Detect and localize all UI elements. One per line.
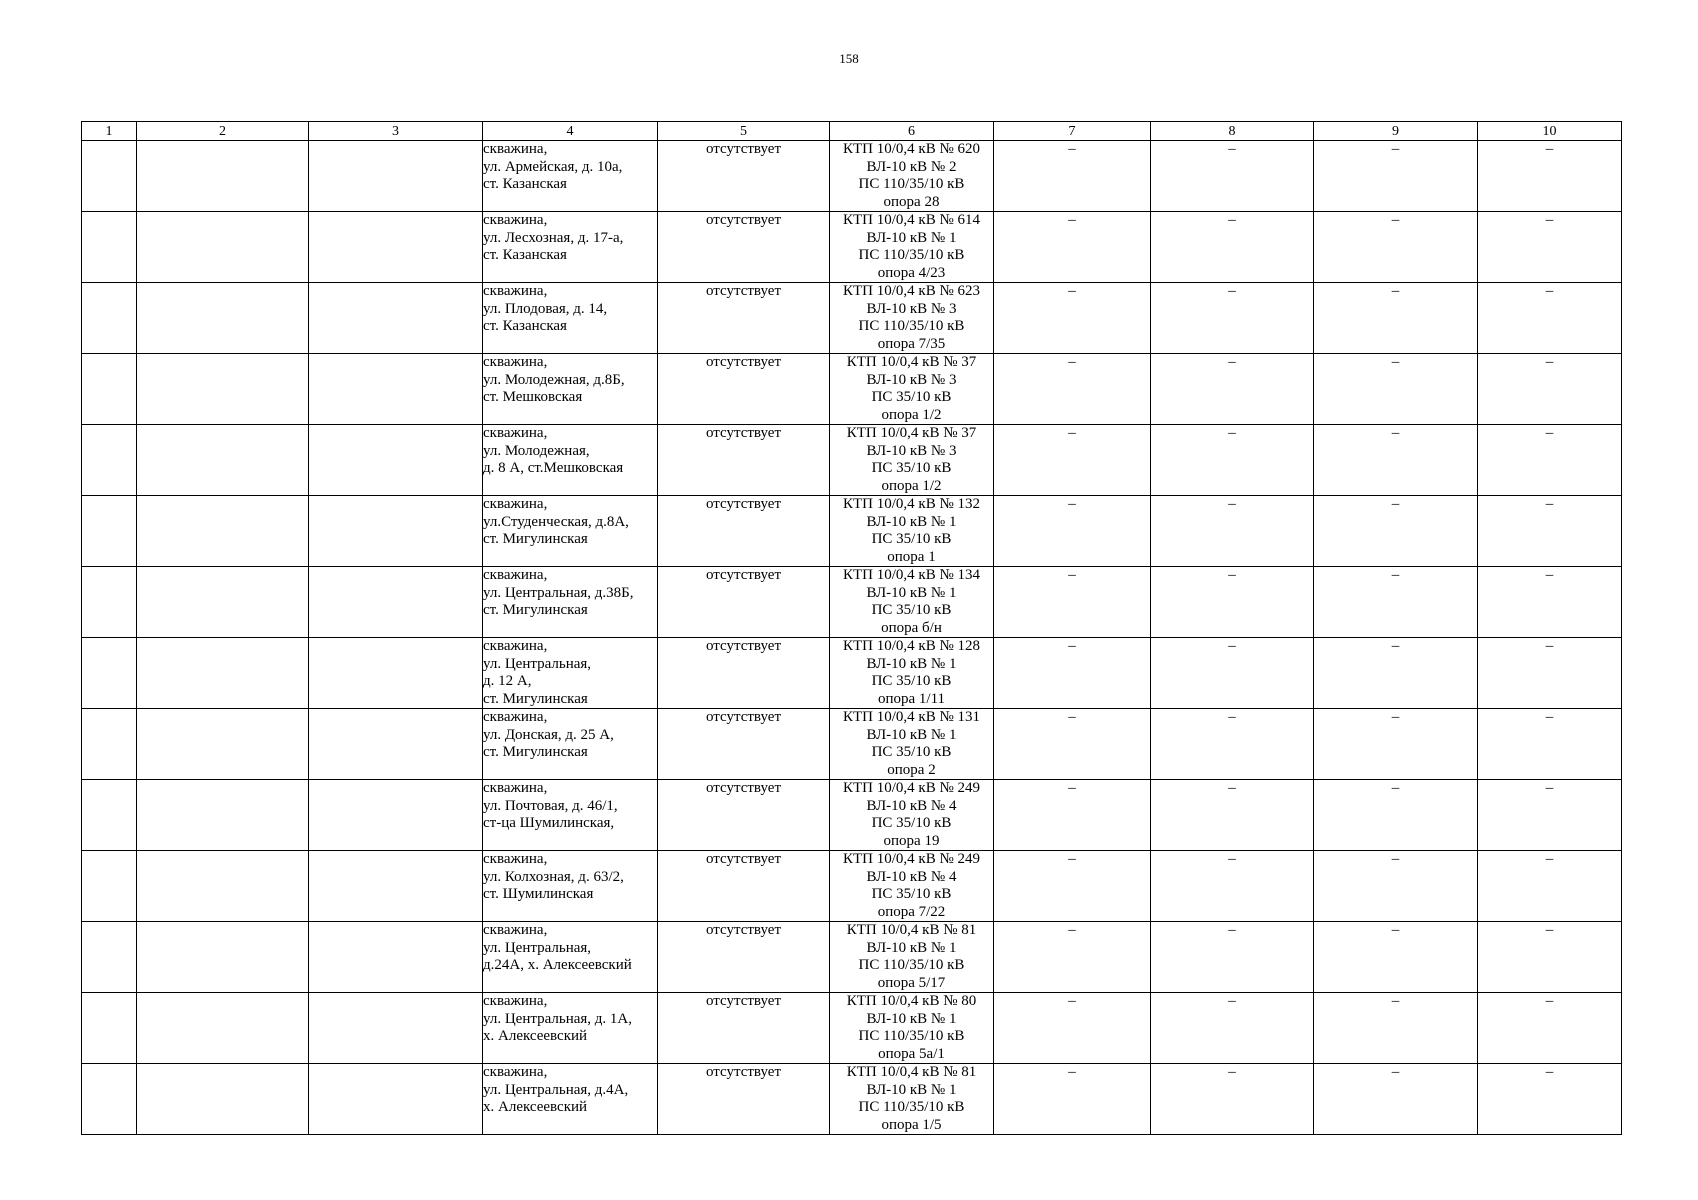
row-number-cell xyxy=(82,212,137,283)
status-cell: отсутствует xyxy=(658,638,830,709)
column-2-cell xyxy=(137,993,309,1064)
status-cell: отсутствует xyxy=(658,212,830,283)
power-supply-cell: КТП 10/0,4 кВ № 128 ВЛ-10 кВ № 1 ПС 35/10 кВ опора 1/11 xyxy=(830,638,994,709)
column-3-cell xyxy=(309,567,483,638)
address-cell: скважина, ул. Армейская, д. 10а, ст. Казанская xyxy=(483,141,658,212)
column-header: 9 xyxy=(1314,122,1478,141)
column-7-cell: – xyxy=(994,638,1151,709)
column-10-cell: – xyxy=(1478,1064,1622,1135)
row-number-cell xyxy=(82,780,137,851)
column-9-cell: – xyxy=(1314,993,1478,1064)
column-7-cell: – xyxy=(994,709,1151,780)
status-cell: отсутствует xyxy=(658,567,830,638)
table-row xyxy=(82,212,1622,283)
column-9-cell: – xyxy=(1314,425,1478,496)
address-cell: скважина, ул. Донская, д. 25 А, ст. Мигулинская xyxy=(483,709,658,780)
address-cell: скважина, ул. Молодежная, д. 8 А, ст.Мешковская xyxy=(483,425,658,496)
status-cell: отсутствует xyxy=(658,425,830,496)
table-row xyxy=(82,780,1622,851)
column-3-cell xyxy=(309,851,483,922)
row-number-cell xyxy=(82,993,137,1064)
column-8-cell: – xyxy=(1151,993,1314,1064)
column-2-cell xyxy=(137,496,309,567)
status-cell: отсутствует xyxy=(658,780,830,851)
column-3-cell xyxy=(309,283,483,354)
column-3-cell xyxy=(309,709,483,780)
column-7-cell: – xyxy=(994,851,1151,922)
table-row xyxy=(82,709,1622,780)
table-row xyxy=(82,638,1622,709)
power-supply-cell: КТП 10/0,4 кВ № 249 ВЛ-10 кВ № 4 ПС 35/10 кВ опора 7/22 xyxy=(830,851,994,922)
power-supply-cell: КТП 10/0,4 кВ № 623 ВЛ-10 кВ № 3 ПС 110/35/10 кВ опора 7/35 xyxy=(830,283,994,354)
column-7-cell: – xyxy=(994,567,1151,638)
power-supply-cell: КТП 10/0,4 кВ № 81 ВЛ-10 кВ № 1 ПС 110/35/10 кВ опора 5/17 xyxy=(830,922,994,993)
column-9-cell: – xyxy=(1314,1064,1478,1135)
column-8-cell: – xyxy=(1151,709,1314,780)
address-cell: скважина, ул. Лесхозная, д. 17-а, ст. Казанская xyxy=(483,212,658,283)
column-3-cell xyxy=(309,1064,483,1135)
column-2-cell xyxy=(137,283,309,354)
status-cell: отсутствует xyxy=(658,283,830,354)
column-3-cell xyxy=(309,780,483,851)
column-2-cell xyxy=(137,709,309,780)
page-number: 158 xyxy=(839,51,859,66)
column-header: 2 xyxy=(137,122,309,141)
column-10-cell: – xyxy=(1478,567,1622,638)
column-header: 5 xyxy=(658,122,830,141)
column-10-cell: – xyxy=(1478,496,1622,567)
power-supply-cell: КТП 10/0,4 кВ № 134 ВЛ-10 кВ № 1 ПС 35/10 кВ опора б/н xyxy=(830,567,994,638)
column-7-cell: – xyxy=(994,496,1151,567)
infrastructure-table xyxy=(81,121,1622,1135)
column-header: 7 xyxy=(994,122,1151,141)
column-9-cell: – xyxy=(1314,567,1478,638)
column-2-cell xyxy=(137,212,309,283)
column-10-cell: – xyxy=(1478,425,1622,496)
table-row xyxy=(82,354,1622,425)
column-3-cell xyxy=(309,496,483,567)
column-2-cell xyxy=(137,1064,309,1135)
power-supply-cell: КТП 10/0,4 кВ № 620 ВЛ-10 кВ № 2 ПС 110/35/10 кВ опора 28 xyxy=(830,141,994,212)
column-2-cell xyxy=(137,425,309,496)
column-10-cell: – xyxy=(1478,354,1622,425)
column-8-cell: – xyxy=(1151,496,1314,567)
status-cell: отсутствует xyxy=(658,1064,830,1135)
column-8-cell: – xyxy=(1151,567,1314,638)
row-number-cell xyxy=(82,425,137,496)
row-number-cell xyxy=(82,283,137,354)
column-number-header-row xyxy=(82,122,1622,141)
column-header: 4 xyxy=(483,122,658,141)
column-9-cell: – xyxy=(1314,354,1478,425)
column-header: 10 xyxy=(1478,122,1622,141)
column-2-cell xyxy=(137,354,309,425)
column-9-cell: – xyxy=(1314,851,1478,922)
column-header: 8 xyxy=(1151,122,1314,141)
column-header: 3 xyxy=(309,122,483,141)
column-7-cell: – xyxy=(994,283,1151,354)
column-8-cell: – xyxy=(1151,851,1314,922)
column-2-cell xyxy=(137,141,309,212)
column-9-cell: – xyxy=(1314,922,1478,993)
row-number-cell xyxy=(82,567,137,638)
table-row xyxy=(82,567,1622,638)
column-2-cell xyxy=(137,780,309,851)
column-10-cell: – xyxy=(1478,780,1622,851)
power-supply-cell: КТП 10/0,4 кВ № 37 ВЛ-10 кВ № 3 ПС 35/10 кВ опора 1/2 xyxy=(830,425,994,496)
row-number-cell xyxy=(82,496,137,567)
table-row xyxy=(82,283,1622,354)
power-supply-cell: КТП 10/0,4 кВ № 81 ВЛ-10 кВ № 1 ПС 110/35/10 кВ опора 1/5 xyxy=(830,1064,994,1135)
column-10-cell: – xyxy=(1478,922,1622,993)
power-supply-cell: КТП 10/0,4 кВ № 132 ВЛ-10 кВ № 1 ПС 35/10 кВ опора 1 xyxy=(830,496,994,567)
row-number-cell xyxy=(82,922,137,993)
status-cell: отсутствует xyxy=(658,993,830,1064)
column-9-cell: – xyxy=(1314,283,1478,354)
address-cell: скважина, ул. Центральная, д.38Б, ст. Мигулинская xyxy=(483,567,658,638)
column-8-cell: – xyxy=(1151,212,1314,283)
column-8-cell: – xyxy=(1151,141,1314,212)
column-10-cell: – xyxy=(1478,709,1622,780)
row-number-cell xyxy=(82,638,137,709)
column-9-cell: – xyxy=(1314,709,1478,780)
power-supply-cell: КТП 10/0,4 кВ № 249 ВЛ-10 кВ № 4 ПС 35/10 кВ опора 19 xyxy=(830,780,994,851)
column-7-cell: – xyxy=(994,993,1151,1064)
column-10-cell: – xyxy=(1478,993,1622,1064)
table-row xyxy=(82,851,1622,922)
status-cell: отсутствует xyxy=(658,141,830,212)
column-3-cell xyxy=(309,354,483,425)
column-9-cell: – xyxy=(1314,780,1478,851)
column-10-cell: – xyxy=(1478,212,1622,283)
column-3-cell xyxy=(309,922,483,993)
column-8-cell: – xyxy=(1151,638,1314,709)
column-10-cell: – xyxy=(1478,638,1622,709)
column-2-cell xyxy=(137,567,309,638)
column-8-cell: – xyxy=(1151,425,1314,496)
column-2-cell xyxy=(137,922,309,993)
column-7-cell: – xyxy=(994,1064,1151,1135)
address-cell: скважина, ул. Колхозная, д. 63/2, ст. Шумилинская xyxy=(483,851,658,922)
column-3-cell xyxy=(309,425,483,496)
status-cell: отсутствует xyxy=(658,496,830,567)
column-3-cell xyxy=(309,993,483,1064)
table-body xyxy=(82,141,1622,1135)
address-cell: скважина, ул. Центральная, д.4А, х. Алексеевский xyxy=(483,1064,658,1135)
address-cell: скважина, ул. Центральная, д. 12 А, ст. Мигулинская xyxy=(483,638,658,709)
column-9-cell: – xyxy=(1314,141,1478,212)
table-row xyxy=(82,1064,1622,1135)
status-cell: отсутствует xyxy=(658,851,830,922)
address-cell: скважина, ул. Почтовая, д. 46/1, ст-ца Шумилинская, xyxy=(483,780,658,851)
column-10-cell: – xyxy=(1478,283,1622,354)
column-9-cell: – xyxy=(1314,496,1478,567)
power-supply-cell: КТП 10/0,4 кВ № 37 ВЛ-10 кВ № 3 ПС 35/10 кВ опора 1/2 xyxy=(830,354,994,425)
power-supply-cell: КТП 10/0,4 кВ № 614 ВЛ-10 кВ № 1 ПС 110/35/10 кВ опора 4/23 xyxy=(830,212,994,283)
address-cell: скважина, ул. Плодовая, д. 14, ст. Казанская xyxy=(483,283,658,354)
column-7-cell: – xyxy=(994,212,1151,283)
row-number-cell xyxy=(82,851,137,922)
column-8-cell: – xyxy=(1151,780,1314,851)
column-3-cell xyxy=(309,212,483,283)
row-number-cell xyxy=(82,709,137,780)
column-9-cell: – xyxy=(1314,638,1478,709)
power-supply-cell: КТП 10/0,4 кВ № 80 ВЛ-10 кВ № 1 ПС 110/35/10 кВ опора 5а/1 xyxy=(830,993,994,1064)
address-cell: скважина, ул. Центральная, д.24А, х. Алексеевский xyxy=(483,922,658,993)
column-header: 6 xyxy=(830,122,994,141)
address-cell: скважина, ул.Студенческая, д.8А, ст. Мигулинская xyxy=(483,496,658,567)
column-8-cell: – xyxy=(1151,922,1314,993)
column-7-cell: – xyxy=(994,922,1151,993)
power-supply-cell: КТП 10/0,4 кВ № 131 ВЛ-10 кВ № 1 ПС 35/10 кВ опора 2 xyxy=(830,709,994,780)
table-row xyxy=(82,425,1622,496)
address-cell: скважина, ул. Центральная, д. 1А, х. Алексеевский xyxy=(483,993,658,1064)
table-row xyxy=(82,496,1622,567)
column-header: 1 xyxy=(82,122,137,141)
column-10-cell: – xyxy=(1478,141,1622,212)
table-row xyxy=(82,922,1622,993)
column-2-cell xyxy=(137,851,309,922)
column-7-cell: – xyxy=(994,354,1151,425)
status-cell: отсутствует xyxy=(658,354,830,425)
row-number-cell xyxy=(82,354,137,425)
column-10-cell: – xyxy=(1478,851,1622,922)
column-9-cell: – xyxy=(1314,212,1478,283)
status-cell: отсутствует xyxy=(658,922,830,993)
column-8-cell: – xyxy=(1151,283,1314,354)
column-2-cell xyxy=(137,638,309,709)
column-8-cell: – xyxy=(1151,1064,1314,1135)
column-7-cell: – xyxy=(994,780,1151,851)
column-7-cell: – xyxy=(994,425,1151,496)
address-cell: скважина, ул. Молодежная, д.8Б, ст. Мешковская xyxy=(483,354,658,425)
status-cell: отсутствует xyxy=(658,709,830,780)
row-number-cell xyxy=(82,141,137,212)
column-3-cell xyxy=(309,141,483,212)
column-3-cell xyxy=(309,638,483,709)
column-7-cell: – xyxy=(994,141,1151,212)
table-row xyxy=(82,141,1622,212)
table-row xyxy=(82,993,1622,1064)
column-8-cell: – xyxy=(1151,354,1314,425)
row-number-cell xyxy=(82,1064,137,1135)
